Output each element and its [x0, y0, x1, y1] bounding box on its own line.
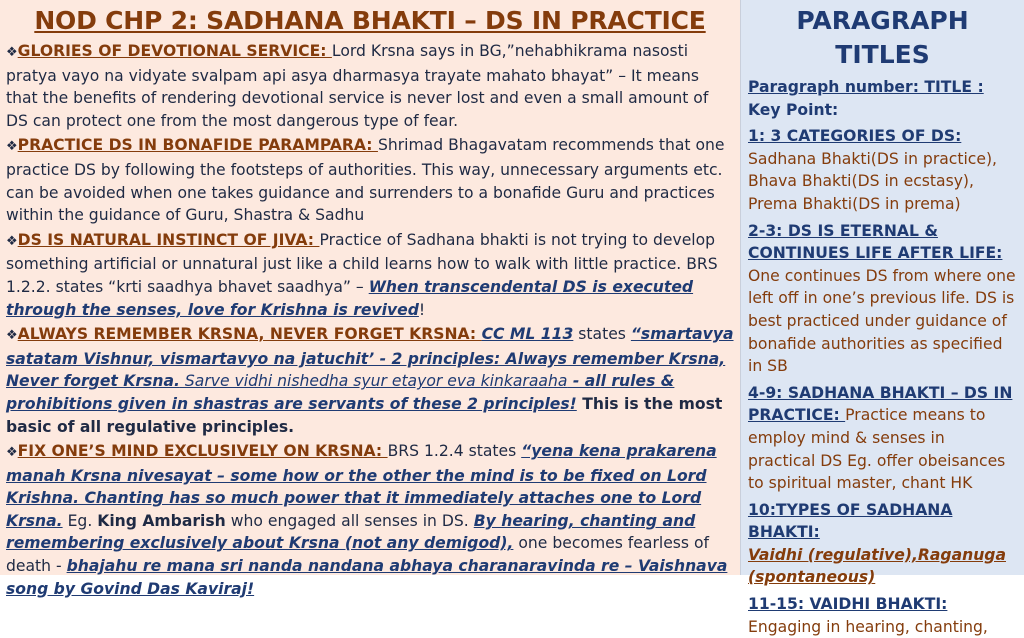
legend — [748, 76, 1017, 121]
text-states: states — [573, 325, 631, 344]
item-text: One continues DS from where one left off in one’s previous life. DS is best practiced under guidance of bonafide authorities as specified in SB — [748, 266, 1016, 376]
quote-bhajahu: bhajahu re mana sri nanda nandana abhaya charanaravinda re – Vaishnava song by Govind Das Kaviraj! — [6, 557, 728, 598]
quote-rules: - all rules & prohibitions given in shastras are servants of these 2 principles! — [6, 372, 675, 413]
item-text: Sadhana Bhakti(DS in practice), Bhava Bhakti(DS in ecstasy), Prema Bhakti(DS in prema) — [748, 149, 998, 213]
heading-remember-krsna: ALWAYS REMEMBER KRSNA, NEVER FORGET KRSNA: — [17, 325, 482, 344]
legend-rest: Key Point: — [748, 100, 839, 119]
list-item — [748, 593, 1017, 638]
item-key: 2-3: DS IS ETERNAL & CONTINUES LIFE AFTER LIFE: — [748, 221, 1003, 263]
item-text: Practice means to employ mind & senses in practical DS Eg. offer obeisances to spiritual master, chant HK — [748, 406, 1006, 493]
item-key: 1: 3 CATEGORIES OF DS: — [748, 127, 962, 146]
quote-hearing: By hearing, chanting and remembering exclusively about Krsna (not any demigod), — [6, 511, 696, 553]
text-parampara: Shrimad Bhagavatam recommends that one practice DS by following the footsteps of authorities. This way, unnecessary arguments etc. can be avoided when one takes guidance and surrenders to a bonafide Guru and practices within the guidance of Guru, Shastra & Sadhu — [6, 136, 725, 225]
diamond-bullet-icon: ❖ — [6, 445, 18, 461]
paragraph-titles-panel — [740, 0, 1024, 636]
text-glories: Lord Krsna says in BG,”nehabhikrama nasosti pratya vayo na vidyate svalpam api asya dharmasya trayate mahato bhayat” – It means that the benefits of rendering devotional service is never lost and even a small amount of DS can protect one from the most dangerous type of fear. — [6, 42, 709, 130]
diamond-bullet-icon: ❖ — [6, 233, 18, 249]
paragraph-glories — [6, 40, 734, 132]
text-natural-instinct: Practice of Sadhana bhakti is not trying to develop something artificial or unnatural just like a child learns how to walk with little practice. BRS 1.2.2. states “krti saadhya bhavet saadhya” – — [6, 230, 718, 296]
item-key: 10:TYPES OF SADHANA BHAKTI: — [748, 500, 953, 542]
list-item — [748, 499, 1017, 589]
paragraph-fix-mind — [6, 440, 734, 600]
text-king-ambarish: King Ambarish — [97, 511, 226, 530]
list-item — [748, 125, 1017, 215]
quote-smartavya: “smartavya satatam Vishnur, vismartavyo na jatuchit’ - 2 principles: Always remember Krsna, Never forget Krsna. — [6, 325, 734, 391]
list-item — [748, 220, 1017, 378]
item-key: 11-15: VAIDHI BHAKTI: — [748, 595, 948, 614]
paragraph-parampara — [6, 134, 734, 226]
heading-fix-mind: FIX ONE’S MIND EXCLUSIVELY ON KRSNA: — [17, 442, 388, 461]
item-text: Engaging in hearing, chanting, — [748, 617, 988, 636]
sidebar-title: PARAGRAPH TITLES — [796, 6, 969, 69]
end-natural-instinct: ! — [418, 300, 426, 319]
reference-cc: CC ML 113 — [481, 325, 574, 344]
text-fearless: one becomes fearless of death - — [6, 534, 710, 576]
diamond-bullet-icon: ❖ — [6, 139, 18, 155]
text-eg: Eg. — [62, 511, 98, 530]
paragraph-remember-krsna — [6, 323, 734, 438]
page-title: NOD CHP 2: SADHANA BHAKTI – DS IN PRACTICE — [34, 6, 706, 35]
quote-yena-kena: “yena kena prakarena manah Krsna nivesayat – some how or the other the mind is to be fixed on Lord Krishna. Chanting has so much power that it immediately attaches one to Lord Krsna. — [6, 442, 717, 530]
diamond-bullet-icon: ❖ — [6, 328, 18, 344]
list-item — [748, 382, 1017, 495]
emphasis-natural-instinct: When transcendental DS is executed through the senses, love for Krishna is revived — [6, 277, 694, 319]
heading-glories: GLORIES OF DEVOTIONAL SERVICE: — [17, 42, 332, 60]
text-basic-principle: This is the most basic of all regulative principles. — [6, 394, 723, 436]
heading-parampara: PRACTICE DS IN BONAFIDE PARAMPARA: — [17, 136, 378, 155]
item-text: Vaidhi (regulative),Raganuga (spontaneous) — [748, 545, 1006, 587]
quote-sarve-vidhi: Sarve vidhi nishedha syur etayor eva kinkaraaha — [179, 372, 568, 391]
diamond-bullet-icon: ❖ — [6, 45, 18, 60]
text-engaged: who engaged all senses in DS. — [225, 511, 474, 530]
paragraph-natural-instinct — [6, 229, 734, 321]
text-brs: BRS 1.2.4 states — [387, 442, 522, 461]
legend-key: Paragraph number: TITLE : — [748, 78, 984, 96]
item-key: 4-9: SADHANA BHAKTI – DS IN PRACTICE: — [748, 383, 1013, 425]
heading-natural-instinct: DS IS NATURAL INSTINCT OF JIVA: — [17, 230, 320, 249]
